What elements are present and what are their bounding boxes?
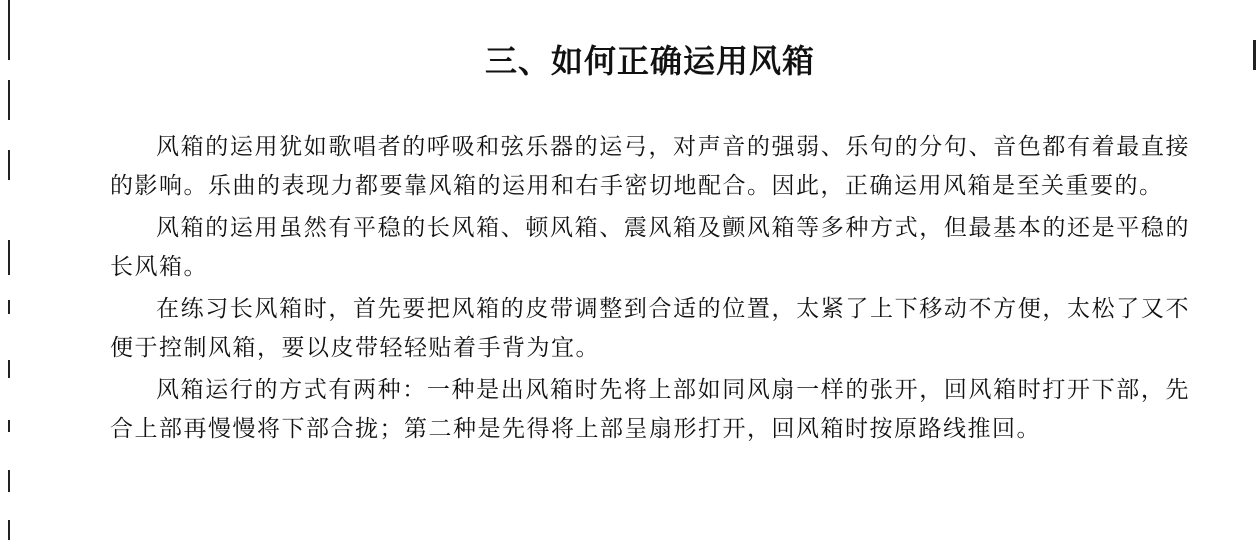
margin-mark <box>8 520 10 540</box>
section-title: 三、如何正确运用风箱 <box>484 42 815 80</box>
margin-mark <box>8 420 10 432</box>
paragraph-2: 风箱的运用虽然有平稳的长风箱、顿风箱、震风箱及颤风箱等多种方式，但最基本的还是平稳的长风箱。 <box>110 215 1190 280</box>
scan-margin-marks <box>8 0 12 547</box>
margin-mark <box>8 300 10 314</box>
margin-mark <box>8 360 10 378</box>
margin-mark <box>8 80 10 120</box>
margin-mark <box>8 470 10 492</box>
margin-mark <box>8 150 10 180</box>
paragraph-3: 在练习长风箱时，首先要把风箱的皮带调整到合适的位置，太紧了上下移动不方便，太松了又不便于控制风箱，要以皮带轻轻贴着手背为宜。 <box>110 296 1190 361</box>
margin-mark <box>8 240 10 275</box>
paragraph-4: 风箱运行的方式有两种：一种是出风箱时先将上部如同风扇一样的张开，回风箱时打开下部，先合上部再慢慢将下部合拢；第二种是先得将上部呈扇形打开，回风箱时按原路线推回。 <box>110 377 1190 442</box>
paragraph-1: 风箱的运用犹如歌唱者的呼吸和弦乐器的运弓，对声音的强弱、乐句的分句、音色都有着最直接的影响。乐曲的表现力都要靠风箱的运用和右手密切地配合。因此，正确运用风箱是至关重要的。 <box>110 134 1190 199</box>
body-text <box>110 128 1190 452</box>
